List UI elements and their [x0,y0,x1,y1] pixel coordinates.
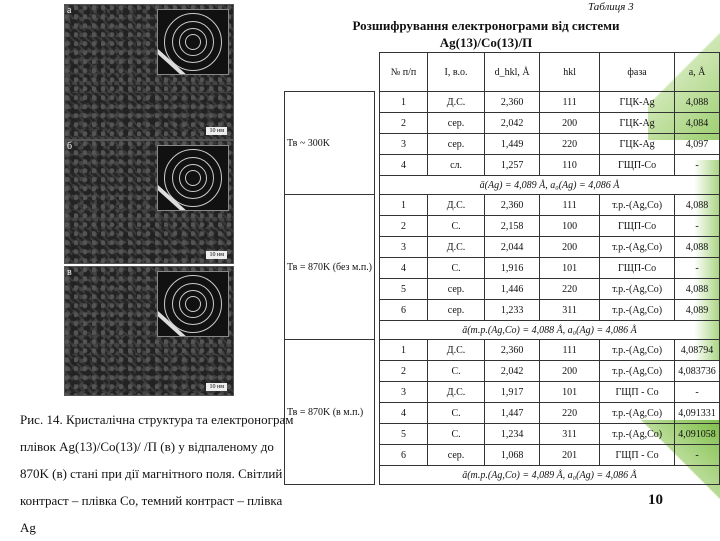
table-cell: т.р.-(Ag,Co) [600,300,675,321]
summary-text: ā(Ag) = 4,089 Å, a₀(Ag) = 4,086 Å [380,176,720,195]
summary-text: ā(т.р.(Ag,Co) = 4,089 Å, a₀(Ag) = 4,086 Å [380,466,720,485]
table-cell: 2 [380,216,428,237]
table-cell: 3 [380,237,428,258]
table-cell: т.р.-(Ag,Co) [600,279,675,300]
diffraction-pattern [157,271,229,337]
table-cell: 111 [540,340,600,361]
table-cell: 4,088 [675,279,720,300]
table-cell: 4 [380,155,428,176]
table-cell: 1,449 [485,134,540,155]
table-row [285,195,720,216]
table-cell: 2,044 [485,237,540,258]
column-header: d_hkl, Å [485,53,540,92]
table-cell: 2,360 [485,92,540,113]
table-cell: С. [428,361,485,382]
table-row [285,340,720,361]
table-cell: 111 [540,195,600,216]
table-cell: 4 [380,403,428,424]
table-cell: 6 [380,445,428,466]
table-cell: 201 [540,445,600,466]
table-cell: ГЩП-Co [600,216,675,237]
table-cell: 200 [540,237,600,258]
table-cell: 4,097 [675,134,720,155]
table-cell: 100 [540,216,600,237]
table-cell: 220 [540,403,600,424]
table-cell: - [675,155,720,176]
table-title-line-1: Розшифрування електронограми від системи [352,18,620,33]
table-cell: 1,446 [485,279,540,300]
table-cell: С. [428,258,485,279]
table-cell: 2 [380,113,428,134]
condition-label: Тв = 870K (в м.п.) [285,340,375,485]
table-cell: т.р.-(Ag,Co) [600,340,675,361]
table-cell: Д.С. [428,237,485,258]
table-cell: 5 [380,424,428,445]
table-title-line-2: Ag(13)/Co(13)/П [439,35,533,50]
condition-label: Тв = 870K (без м.п.) [285,195,375,340]
table-cell: сл. [428,155,485,176]
table-cell: т.р.-(Ag,Co) [600,361,675,382]
table-cell: 4,091058 [675,424,720,445]
column-header: hkl [540,53,600,92]
summary-text: ā(т.р.(Ag,Co) = 4,088 Å, a₀(Ag) = 4,086 Å [380,321,720,340]
table-cell: 101 [540,382,600,403]
table-cell: 2,042 [485,361,540,382]
table-cell: 101 [540,258,600,279]
column-header: фаза [600,53,675,92]
column-header: № п/п [380,53,428,92]
table-number: Таблиця 3 [588,1,634,13]
diffraction-pattern [157,145,229,211]
table-cell: - [675,382,720,403]
table-title [316,17,656,51]
table-cell: 1,233 [485,300,540,321]
table-cell: сер. [428,279,485,300]
table-cell: 1,447 [485,403,540,424]
table-cell: 110 [540,155,600,176]
table-cell: сер. [428,113,485,134]
table-cell: ГЩП-Co [600,155,675,176]
table-cell: 220 [540,134,600,155]
table-cell: Д.С. [428,340,485,361]
table-cell: 4,089 [675,300,720,321]
table-cell: - [675,216,720,237]
table-cell: 1,916 [485,258,540,279]
table-cell: С. [428,216,485,237]
table-cell: 200 [540,361,600,382]
table-cell: С. [428,403,485,424]
table-cell: 2,360 [485,340,540,361]
scale-bar: 10 нм [206,251,227,259]
table-cell: 4 [380,258,428,279]
table-cell: - [675,445,720,466]
table-cell: 2,360 [485,195,540,216]
table-cell: ГЦК-Ag [600,113,675,134]
table-cell: 1 [380,195,428,216]
table-cell: 3 [380,134,428,155]
table-cell: 4,088 [675,237,720,258]
table-cell: 1 [380,340,428,361]
table-cell: 2,042 [485,113,540,134]
table-cell: 3 [380,382,428,403]
table-cell: 6 [380,300,428,321]
table-cell: 4,091331 [675,403,720,424]
table-cell: т.р.-(Ag,Co) [600,424,675,445]
table-cell: ГЩП - Co [600,382,675,403]
column-header: a, Å [675,53,720,92]
table-cell: т.р.-(Ag,Co) [600,403,675,424]
table-cell: 4,088 [675,195,720,216]
table-cell: сер. [428,300,485,321]
table-cell: сер. [428,134,485,155]
table-cell: 111 [540,92,600,113]
table-cell: 4,083736 [675,361,720,382]
scale-bar: 10 нм [206,127,227,135]
table-header-row [285,53,720,92]
table-cell: С. [428,424,485,445]
condition-label: Тв ~ 300K [285,92,375,195]
table-cell: ГЦК-Ag [600,134,675,155]
figure-caption: Рис. 14. Кристалічна структура та електронограм плівок Ag(13)/Co(13)/ /П (в) у відпаленому до 870K (в) стані при дії магнітного поля. Світлий контраст – плівка Co, темний контраст – плівка Ag [20,412,294,535]
diffraction-pattern [157,9,229,75]
table-cell: Д.С. [428,195,485,216]
table-cell: 5 [380,279,428,300]
diffraction-table [284,52,720,485]
table-cell: Д.С. [428,92,485,113]
micrograph-label: б [67,141,73,152]
table-cell: т.р.-(Ag,Co) [600,195,675,216]
table-cell: 4,08794 [675,340,720,361]
table-cell: 1,257 [485,155,540,176]
page-number: 10 [648,492,663,508]
table-cell: 1,068 [485,445,540,466]
table-cell: т.р.-(Ag,Co) [600,237,675,258]
micrograph-2 [64,140,234,264]
table-cell: 4,088 [675,92,720,113]
table-cell: ГЦК-Ag [600,92,675,113]
table-cell: - [675,258,720,279]
table-cell: 1 [380,92,428,113]
table-cell: 220 [540,279,600,300]
table-row [285,92,720,113]
table-cell: сер. [428,445,485,466]
table-cell: 4,084 [675,113,720,134]
table-cell: 200 [540,113,600,134]
scale-bar: 10 нм [206,383,227,391]
table-cell: 2 [380,361,428,382]
table-cell: ГЩП-Co [600,258,675,279]
micrograph-1 [64,4,234,140]
micrograph-label: а [67,5,72,16]
table-cell: Д.С. [428,382,485,403]
table-cell: 1,917 [485,382,540,403]
column-header: I, в.о. [428,53,485,92]
table-cell: 311 [540,300,600,321]
micrograph-label: в [67,267,72,278]
table-cell: 2,158 [485,216,540,237]
table-cell: 1,234 [485,424,540,445]
table-cell: 311 [540,424,600,445]
table-cell: ГЩП - Co [600,445,675,466]
micrograph-3 [64,266,234,396]
